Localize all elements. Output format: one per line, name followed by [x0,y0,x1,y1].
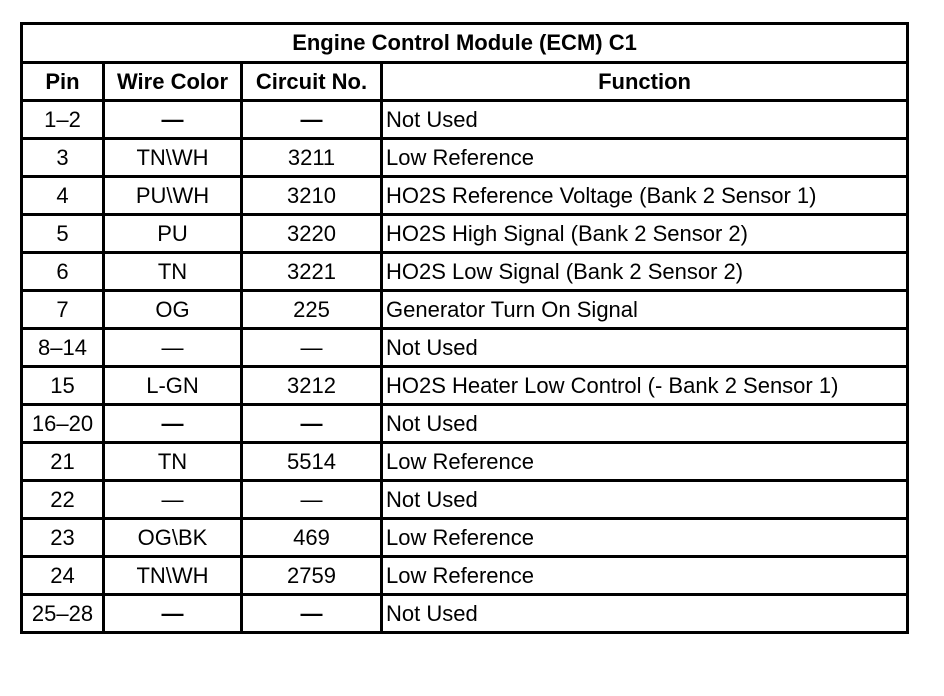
cell-circuit-no: 225 [242,291,382,329]
cell-function: Low Reference [382,139,908,177]
header-wire-color: Wire Color [104,63,242,101]
table-row [22,519,908,557]
table-row [22,139,908,177]
cell-function: Not Used [382,101,908,139]
cell-pin: 21 [22,443,104,481]
cell-pin: 15 [22,367,104,405]
cell-wire-color: TN [104,253,242,291]
cell-function: Not Used [382,405,908,443]
table-row [22,595,908,633]
cell-wire-color: PU\WH [104,177,242,215]
cell-function: Not Used [382,329,908,367]
cell-function: Not Used [382,595,908,633]
cell-circuit-no: 3221 [242,253,382,291]
cell-pin: 6 [22,253,104,291]
table-row [22,557,908,595]
cell-circuit-no: 3220 [242,215,382,253]
cell-wire-color: — [104,595,242,633]
connector-pinout-table [20,22,909,634]
cell-circuit-no: 3210 [242,177,382,215]
cell-pin: 16–20 [22,405,104,443]
cell-circuit-no: — [242,405,382,443]
cell-circuit-no: 3211 [242,139,382,177]
cell-wire-color: — [104,405,242,443]
cell-wire-color: TN [104,443,242,481]
cell-function: HO2S Low Signal (Bank 2 Sensor 2) [382,253,908,291]
header-circuit-no: Circuit No. [242,63,382,101]
cell-wire-color: TN\WH [104,139,242,177]
cell-circuit-no: — [242,595,382,633]
cell-circuit-no: 5514 [242,443,382,481]
table-row [22,481,908,519]
cell-circuit-no: — [242,329,382,367]
cell-pin: 25–28 [22,595,104,633]
cell-wire-color: OG [104,291,242,329]
header-function: Function [382,63,908,101]
cell-pin: 23 [22,519,104,557]
cell-wire-color: OG\BK [104,519,242,557]
cell-pin: 22 [22,481,104,519]
cell-pin: 3 [22,139,104,177]
cell-function: Generator Turn On Signal [382,291,908,329]
table-row [22,253,908,291]
table-row [22,215,908,253]
cell-wire-color: TN\WH [104,557,242,595]
cell-circuit-no: 469 [242,519,382,557]
cell-function: HO2S Heater Low Control (- Bank 2 Sensor 1) [382,367,908,405]
cell-circuit-no: 3212 [242,367,382,405]
cell-function: Not Used [382,481,908,519]
connector-table-container [20,22,909,634]
table-row [22,329,908,367]
table-title-row [22,24,908,63]
cell-pin: 5 [22,215,104,253]
cell-circuit-no: — [242,101,382,139]
cell-wire-color: PU [104,215,242,253]
cell-circuit-no: 2759 [242,557,382,595]
cell-pin: 8–14 [22,329,104,367]
cell-wire-color: — [104,329,242,367]
cell-circuit-no: — [242,481,382,519]
cell-pin: 7 [22,291,104,329]
cell-wire-color: — [104,101,242,139]
cell-pin: 4 [22,177,104,215]
table-header-row [22,63,908,101]
cell-function: HO2S High Signal (Bank 2 Sensor 2) [382,215,908,253]
cell-function: Low Reference [382,557,908,595]
table-row [22,367,908,405]
header-pin: Pin [22,63,104,101]
cell-function: Low Reference [382,443,908,481]
cell-pin: 1–2 [22,101,104,139]
table-row [22,405,908,443]
cell-function: HO2S Reference Voltage (Bank 2 Sensor 1) [382,177,908,215]
table-row [22,101,908,139]
table-row [22,177,908,215]
table-title: Engine Control Module (ECM) C1 [22,24,908,63]
cell-function: Low Reference [382,519,908,557]
cell-wire-color: — [104,481,242,519]
table-row [22,443,908,481]
cell-pin: 24 [22,557,104,595]
cell-wire-color: L-GN [104,367,242,405]
table-row [22,291,908,329]
